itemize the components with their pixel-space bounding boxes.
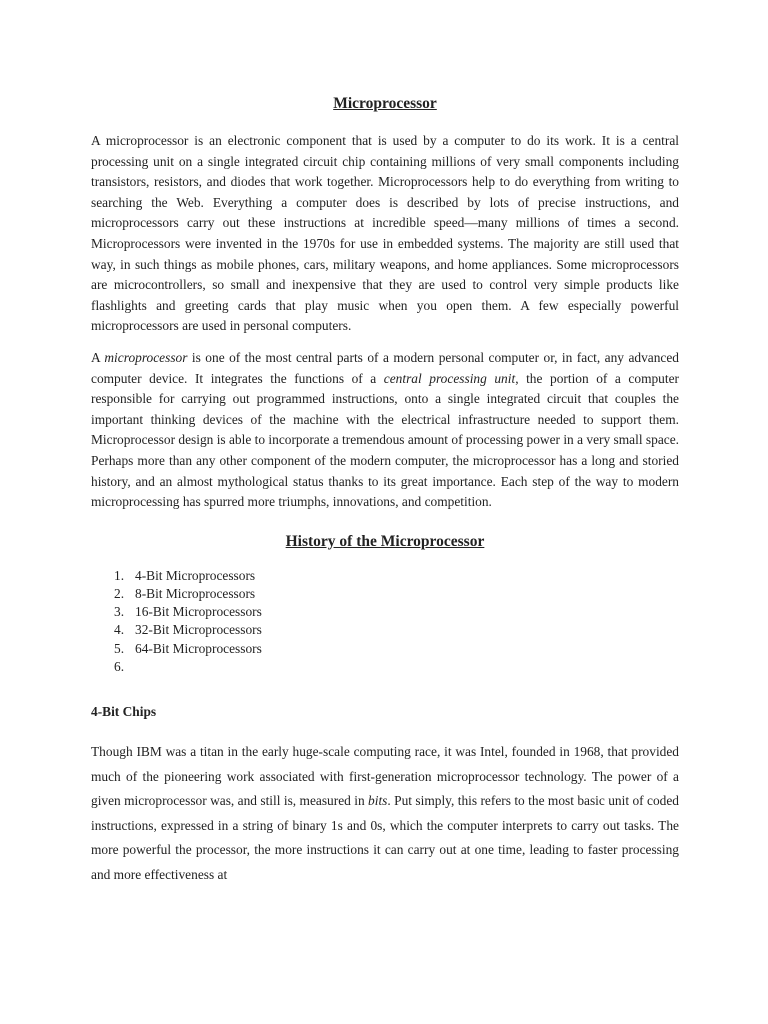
- list-text: 4-Bit Microprocessors: [135, 567, 256, 583]
- second-paragraph-text-3: , the portion of a computer responsible for carrying out programmed instructions, onto a single integrated circuit that couples the important thinking devices of the machine with the electrical infrastructure needed to support them. Microprocessor design is able to incorporate a tremendous amount of processing power in a very small space. Perhaps more than any other component of the modern computer, the microprocessor has a long and storied history, and an almost mythological status thanks to its great importance. Each step of the way to modern microprocessing has spurred more triumphs, innovations, and competition.: [91, 370, 679, 510]
- chips-paragraph: [91, 740, 679, 888]
- chips-paragraph-text-2: . Put simply, this refers to the most basic unit of coded instructions, expressed in a string of binary 1s and 0s, which the computer interprets to carry out tasks. The more powerful the processor, the more instructions it can carry out at one time, leading to faster processing and more effectiveness at: [91, 793, 679, 882]
- microprocessor-term: microprocessor: [104, 349, 188, 365]
- history-list: [91, 567, 679, 676]
- list-item: [91, 640, 679, 658]
- list-number: 1.: [114, 567, 125, 583]
- chips-paragraph-text-1: Though IBM was a titan in the early huge-scale computing race, it was Intel, founded in 1968, that provided much of the pioneering work associated with first-generation microprocessor technology. The power of a given microprocessor was, and still is, measured in: [91, 743, 679, 809]
- document-page: [91, 94, 679, 887]
- list-item: [91, 585, 679, 603]
- list-text: 32-Bit Microprocessors: [135, 622, 262, 638]
- list-text: 16-Bit Microprocessors: [135, 604, 262, 620]
- intro-paragraph: A microprocessor is an electronic component that is used by a computer to do its work. It is a central processing unit on a single integrated circuit chip containing millions of very small components including transistors, resistors, and diodes that work together. Microprocessors help to do everything from writing to searching the Web. Everything a computer does is described by lots of precise instructions, and microprocessors carry out these instructions at incredible speed—many millions of times a second. Microprocessors were invented in the 1970s for use in embedded systems. The majority are still used that way, in such things as mobile phones, cars, military weapons, and home appliances. Some microprocessors are microcontrollers, so small and inexpensive that they are used to control very simple products like flashlights and greeting cards that play music when you open them. A few especially powerful microprocessors are used in personal computers.: [91, 133, 679, 334]
- history-heading: History of the Microprocessor: [285, 532, 485, 550]
- second-paragraph-text-1: A: [91, 349, 105, 365]
- list-number: 5.: [114, 640, 125, 656]
- list-number: 2.: [114, 585, 125, 601]
- cpu-term: central processing unit: [383, 370, 516, 386]
- list-item: [91, 567, 679, 585]
- list-item: [91, 658, 679, 676]
- list-number: 3.: [114, 604, 125, 620]
- list-text: 8-Bit Microprocessors: [135, 585, 256, 601]
- chips-heading: 4-Bit Chips: [91, 703, 157, 719]
- list-text: 64-Bit Microprocessors: [135, 640, 262, 656]
- list-item: [91, 603, 679, 621]
- list-number: 6.: [114, 658, 125, 674]
- bits-term: bits: [368, 793, 388, 809]
- list-number: 4.: [114, 622, 125, 638]
- second-paragraph-text-2: is one of the most central parts of a modern personal computer or, in fact, any advanced computer device. It integrates the functions of a: [91, 349, 679, 386]
- list-item: [91, 621, 679, 639]
- document-title: Microprocessor: [333, 95, 437, 112]
- second-paragraph: [91, 348, 679, 513]
